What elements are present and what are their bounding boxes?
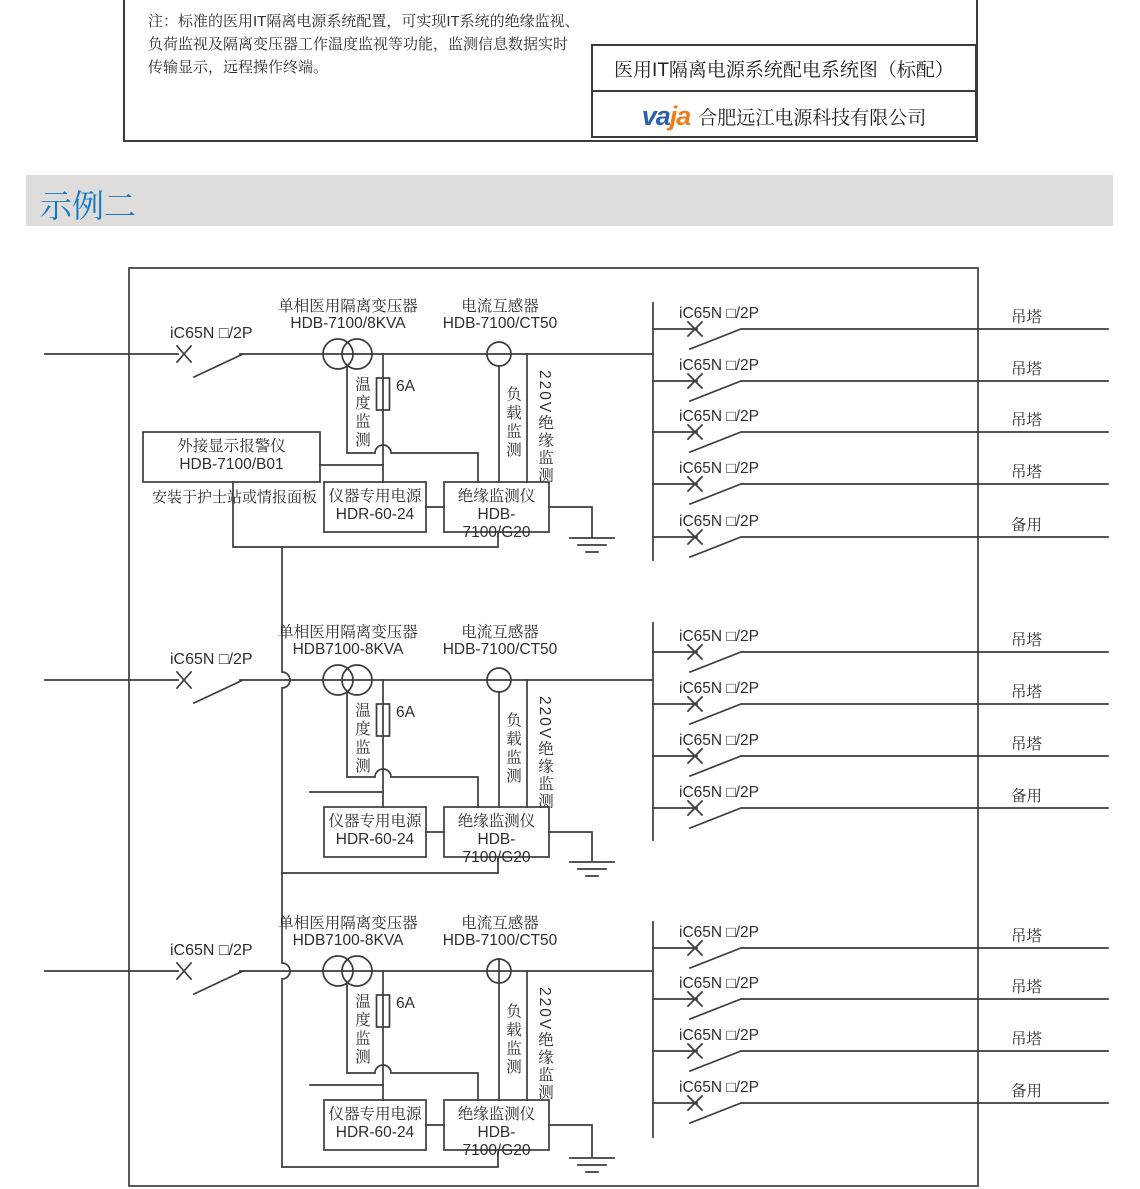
s2-load-monitor-label: 负载监测 xyxy=(504,712,521,786)
logo-orange-part: ja xyxy=(669,100,691,131)
s1-output-breaker-label: iC65N □/2P xyxy=(679,513,760,530)
s3-psu-model: HDR-60-24 xyxy=(335,1124,415,1141)
s3-load-monitor-label: 负载监测 xyxy=(504,1003,521,1077)
s3-fuse-rating-label: 6A xyxy=(396,995,415,1012)
s1-incoming-breaker-label: iC65N □/2P xyxy=(170,325,253,342)
s2-temp-monitor-label: 温度监测 xyxy=(353,702,370,776)
s2-transformer-model: HDB7100-8KVA xyxy=(292,641,404,658)
s1-psu-name: 仪器专用电源 xyxy=(328,488,422,505)
s2-psu-label xyxy=(324,813,426,849)
s1-psu-model: HDR-60-24 xyxy=(335,506,415,523)
s1-insulation-tester-label xyxy=(444,488,549,542)
s2-output-breaker-label: iC65N □/2P xyxy=(679,732,760,749)
s3-insulation-tester-model: HDB-7100/G20 xyxy=(462,1124,531,1159)
s3-insulation-tester-name: 绝缘监测仪 xyxy=(457,1106,536,1123)
s1-output-load-label: 吊塔 xyxy=(1011,464,1043,481)
s1-insulation-tester-name: 绝缘监测仪 xyxy=(457,488,536,505)
s1-output-breaker-label: iC65N □/2P xyxy=(679,305,760,322)
drawing-title: 医用IT隔离电源系统配电系统图（标配） xyxy=(593,46,975,92)
s1-output-load-label: 吊塔 xyxy=(1011,361,1043,378)
s1-alarm-display-name: 外接显示报警仪 xyxy=(177,438,286,455)
s2-output-load-label: 吊塔 xyxy=(1011,632,1043,649)
s2-ct-label xyxy=(430,624,570,658)
s3-output-load-label: 吊塔 xyxy=(1011,979,1043,996)
diagram-border xyxy=(129,268,978,1186)
s1-ct-model: HDB-7100/CT50 xyxy=(442,315,558,332)
s2-output-breaker-label: iC65N □/2P xyxy=(679,680,760,697)
s2-output-load-label: 吊塔 xyxy=(1011,684,1043,701)
note-line-3: 传输显示，远程操作终端。 xyxy=(148,59,329,76)
s3-transformer-model: HDB7100-8KVA xyxy=(292,932,404,949)
company-name: 合肥远江电源科技有限公司 xyxy=(698,107,927,129)
s1-ct-name: 电流互感器 xyxy=(461,298,539,315)
s3-insulation-tester-label xyxy=(444,1106,549,1160)
s1-ct-label xyxy=(430,298,570,332)
s3-transformer-name: 单相医用隔离变压器 xyxy=(278,915,418,932)
s3-output-load-label: 备用 xyxy=(1011,1083,1043,1100)
s1-transformer-name: 单相医用隔离变压器 xyxy=(278,298,418,315)
s1-temp-monitor-label: 温度监测 xyxy=(353,376,370,450)
s2-ct-model: HDB-7100/CT50 xyxy=(442,641,558,658)
s3-insulation-monitor-label: 220V绝缘监测 xyxy=(536,987,553,1102)
s2-output-load-label: 备用 xyxy=(1011,788,1043,805)
s2-insulation-tester-model: HDB-7100/G20 xyxy=(462,831,531,866)
s3-output-breaker-label: iC65N □/2P xyxy=(679,1079,760,1096)
s1-output-breaker-label: iC65N □/2P xyxy=(679,357,760,374)
s3-output-load-label: 吊塔 xyxy=(1011,928,1043,945)
s2-output-breaker-label: iC65N □/2P xyxy=(679,784,760,801)
s2-output-load-label: 吊塔 xyxy=(1011,736,1043,753)
s2-transformer-name: 单相医用隔离变压器 xyxy=(278,624,418,641)
s1-incoming-breaker-symbol xyxy=(45,346,653,377)
s1-output-breaker-label: iC65N □/2P xyxy=(679,460,760,477)
section-header-label: 示例二 xyxy=(40,188,137,224)
s2-transformer-label xyxy=(278,624,418,658)
s3-temp-monitor-label: 温度监测 xyxy=(353,993,370,1067)
s3-incoming-breaker-symbol xyxy=(45,963,653,994)
s2-psu-model: HDR-60-24 xyxy=(335,831,415,848)
s3-psu-name: 仪器专用电源 xyxy=(328,1106,422,1123)
logo-blue-part: va xyxy=(641,100,670,131)
s3-transformer-label xyxy=(278,915,418,949)
s1-transformer-label xyxy=(278,298,418,332)
note-line-1: 注：标准的医用IT隔离电源系统配置，可实现IT系统的绝缘监视、 xyxy=(148,13,580,30)
s3-output-breaker-label: iC65N □/2P xyxy=(679,924,760,941)
s1-insulation-tester-model: HDB-7100/G20 xyxy=(462,506,531,541)
s1-insulation-monitor-label: 220V绝缘监测 xyxy=(536,370,553,485)
s2-insulation-tester-name: 绝缘监测仪 xyxy=(457,813,536,830)
s2-insulation-tester-label xyxy=(444,813,549,867)
s3-output-load-label: 吊塔 xyxy=(1011,1031,1043,1048)
s1-ground-symbol xyxy=(549,507,614,552)
s1-output-load-label: 吊塔 xyxy=(1011,412,1043,429)
s1-fuse-rating-label: 6A xyxy=(396,378,415,395)
s3-ct-name: 电流互感器 xyxy=(461,915,539,932)
s3-ground-symbol xyxy=(549,1125,614,1172)
s1-output-load-label: 吊塔 xyxy=(1011,309,1043,326)
s2-fuse-rating-label: 6A xyxy=(396,704,415,721)
s2-output-breaker-label: iC65N □/2P xyxy=(679,628,760,645)
s3-psu-label xyxy=(324,1106,426,1142)
s1-alarm-display-label xyxy=(143,438,320,474)
s2-incoming-breaker-symbol xyxy=(45,672,653,703)
s2-ct-name: 电流互感器 xyxy=(461,624,539,641)
s1-psu-label xyxy=(324,488,426,524)
s1-output-breaker-label: iC65N □/2P xyxy=(679,408,760,425)
s3-output-breaker-label: iC65N □/2P xyxy=(679,1027,760,1044)
s2-psu-name: 仪器专用电源 xyxy=(328,813,422,830)
s3-ct-label xyxy=(430,915,570,949)
s1-load-monitor-label: 负载监测 xyxy=(504,386,521,460)
s1-alarm-display-model: HDB-7100/B01 xyxy=(179,456,284,473)
s3-ct-model: HDB-7100/CT50 xyxy=(442,932,558,949)
s1-output-load-label: 备用 xyxy=(1011,517,1043,534)
s2-insulation-monitor-label: 220V绝缘监测 xyxy=(536,696,553,811)
s3-incoming-breaker-label: iC65N □/2P xyxy=(170,942,253,959)
note-line-2: 负荷监视及隔离变压器工作温度监视等功能，监测信息数据实时 xyxy=(148,36,569,53)
s2-ground-symbol xyxy=(549,832,614,876)
s2-incoming-breaker-label: iC65N □/2P xyxy=(170,651,253,668)
s1-alarm-display-note: 安装于护士站或情报面板 xyxy=(152,489,318,506)
s1-transformer-model: HDB-7100/8KVA xyxy=(290,315,406,332)
s3-output-breaker-label: iC65N □/2P xyxy=(679,975,760,992)
